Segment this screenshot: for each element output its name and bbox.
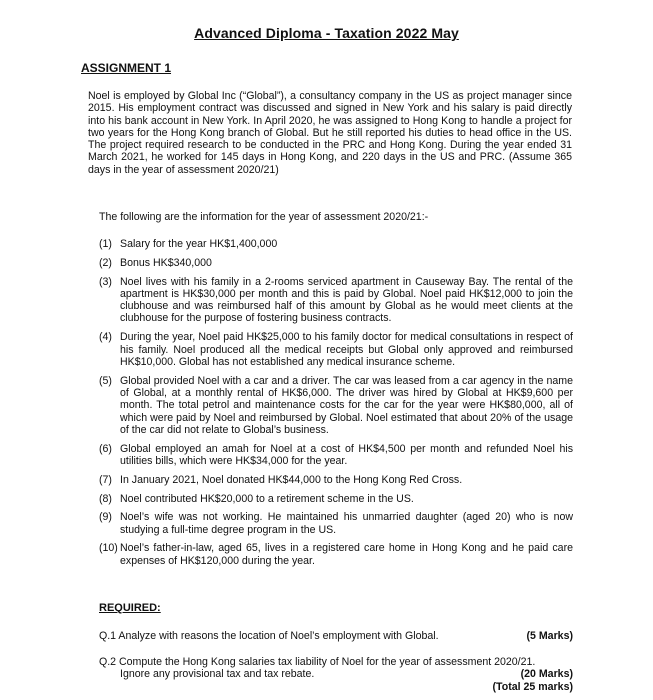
item-number: (2) <box>99 256 112 269</box>
item-text: Noel’s wife was not working. He maintained his unmarried daughter (aged 20) who is now studying a full-time degree program in the US. <box>120 511 573 536</box>
item-number: (10) <box>99 542 118 555</box>
item-number: (9) <box>99 511 112 524</box>
question-1 <box>99 630 573 642</box>
question-1-marks: (5 Marks) <box>526 630 573 642</box>
list-item <box>99 257 573 269</box>
list-item <box>99 375 573 436</box>
intro-paragraph: Noel is employed by Global Inc (“Global”), a consultancy company in the US as project manager since 2015. His employment contract was discussed and signed in New York and his salary is paid directly into his bank account in New York. In April 2020, he was assigned to Hong Kong to handle a project for two years for the Hong Kong branch of Global. But he still reported his duties to head office in the US. The project required research to be conducted in the PRC and Hong Kong. During the year ended 31 March 2021, he worked for 145 days in Hong Kong, and 220 days in the US and PRC. (Assume 365 days in the year of assessment 2020/21) <box>88 90 572 176</box>
assignment-heading: ASSIGNMENT 1 <box>81 61 172 75</box>
item-text: Global employed an amah for Noel at a cost of HK$4,500 per month and refunded Noel his utilities bills, which were HK$34,000 for the year. <box>120 442 573 467</box>
item-number: (1) <box>99 238 112 250</box>
list-item <box>99 443 573 468</box>
total-marks: (Total 25 marks) <box>492 680 573 693</box>
item-text: Global provided Noel with a car and a driver. The car was leased from a car agency in the name of Global, at a monthly rental of HK$6,000. The driver was hired by Global at HK$9,600 per month. The total petrol and maintenance costs for the car for the year were HK$80,000, all of which were paid by Noel and reimbursed by Global. Noel estimated that about 20% of the usage of the car did not relate to Global’s business. <box>120 374 573 436</box>
list-item <box>99 276 573 325</box>
required-heading: REQUIRED: <box>99 602 161 614</box>
item-number: (3) <box>99 275 112 288</box>
item-number: (7) <box>99 473 112 486</box>
item-text: Noel’s father-in-law, aged 65, lives in a registered care home in Hong Kong and he paid care expenses of HK$120,000 during the year. <box>120 542 573 567</box>
item-text: Noel lives with his family in a 2-rooms serviced apartment in Causeway Bay. The rental of the apartment is HK$30,000 per month and this is paid by Global. Noel paid HK$12,000 to join the clubhouse and was reimbursed half of this amount by Global as he would meet clients at the clubhouse for the purpose of fostering business contracts. <box>120 275 573 325</box>
item-text: Salary for the year HK$1,400,000 <box>120 238 278 250</box>
question-1-text: Q.1 Analyze with reasons the location of Noel’s employment with Global. <box>99 630 439 642</box>
item-text: In January 2021, Noel donated HK$44,000 to the Hong Kong Red Cross. <box>120 473 463 486</box>
info-line: The following are the information for the year of assessment 2020/21:- <box>99 211 429 223</box>
list-item <box>99 511 573 536</box>
list-item <box>99 474 573 486</box>
item-text: During the year, Noel paid HK$25,000 to his family doctor for medical consultations in respect of his family. Noel produced all the medical receipts but Global only approved and reimbursed HK$10,000. Global has not established any medical insurance scheme. <box>120 331 573 368</box>
question-2 <box>99 656 573 693</box>
question-2-marks: (20 Marks) <box>520 668 573 681</box>
list-item <box>99 542 573 567</box>
question-2-note: Ignore any provisional tax and tax rebate. <box>120 668 315 681</box>
item-number: (8) <box>99 492 112 505</box>
item-text: Bonus HK$340,000 <box>120 256 212 269</box>
item-text: Noel contributed HK$20,000 to a retirement scheme in the US. <box>120 492 414 505</box>
information-list <box>99 238 573 574</box>
page-title: Advanced Diploma - Taxation 2022 May <box>194 25 459 41</box>
list-item <box>99 493 573 505</box>
question-2-text: Q.2 Compute the Hong Kong salaries tax liability of Noel for the year of assessment 2020/21. <box>99 656 536 668</box>
list-item <box>99 238 573 250</box>
item-number: (6) <box>99 442 112 455</box>
item-number: (4) <box>99 331 112 344</box>
item-number: (5) <box>99 374 112 387</box>
list-item <box>99 331 573 368</box>
